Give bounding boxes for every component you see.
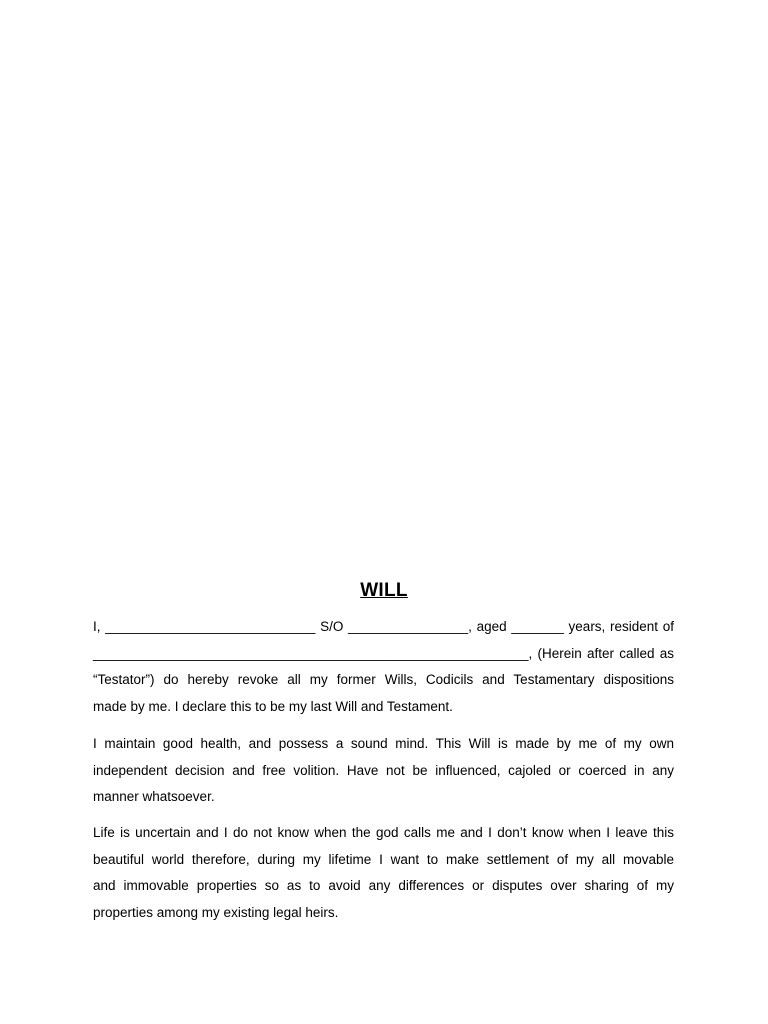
paragraph-line — [93, 847, 674, 874]
line-text: independent decision and free volition. Have not be influenced, cajoled or coerced in any — [93, 762, 674, 778]
paragraph-sound-mind — [93, 731, 674, 811]
father-name-blank: ________________, — [348, 619, 472, 634]
paragraph-line — [93, 731, 674, 758]
document-title: WILL — [360, 580, 408, 601]
text-word: resident — [609, 619, 659, 634]
address-blank: __________________________________________________________, — [93, 645, 533, 661]
text-word: (Herein — [537, 645, 582, 661]
paragraph-line: properties among my existing legal heirs. — [93, 905, 339, 921]
paragraph-settlement — [93, 820, 674, 927]
line-text: beautiful world therefore, during my lifetime I want to make settlement of my all movable — [93, 851, 674, 867]
text-word: years, — [568, 619, 606, 634]
text-word: called — [619, 645, 655, 661]
paragraph-line: made by me. I declare this to be my last Will and Testament. — [93, 699, 453, 715]
paragraph-line: manner whatsoever. — [93, 789, 215, 805]
paragraph-testator-declaration — [93, 614, 674, 721]
paragraph-line — [93, 614, 674, 641]
line-text: I maintain good health, and possess a sound mind. This Will is made by me of my own — [93, 736, 674, 751]
paragraph-line — [93, 667, 674, 694]
paragraph-line — [93, 758, 674, 785]
paragraph-line — [93, 820, 674, 847]
paragraph-line — [93, 641, 674, 668]
name-blank: ____________________________ — [105, 619, 316, 634]
line-text: and immovable properties so as to avoid any differences or disputes over sharing of my — [93, 878, 674, 894]
text-word: I, — [93, 619, 101, 634]
text-word: of — [662, 619, 674, 634]
text-word: as — [659, 645, 674, 661]
line-text: Life is uncertain and I do not know when the god calls me and I don’t know when I leave this — [93, 825, 674, 840]
text-word: after — [586, 645, 614, 661]
line-text: “Testator”) do hereby revoke all my former Wills, Codicils and Testamentary dispositions — [93, 672, 674, 688]
age-blank: _______ — [511, 619, 564, 634]
text-word: S/O — [320, 619, 344, 634]
text-word: aged — [476, 619, 507, 634]
paragraph-line — [93, 873, 674, 900]
